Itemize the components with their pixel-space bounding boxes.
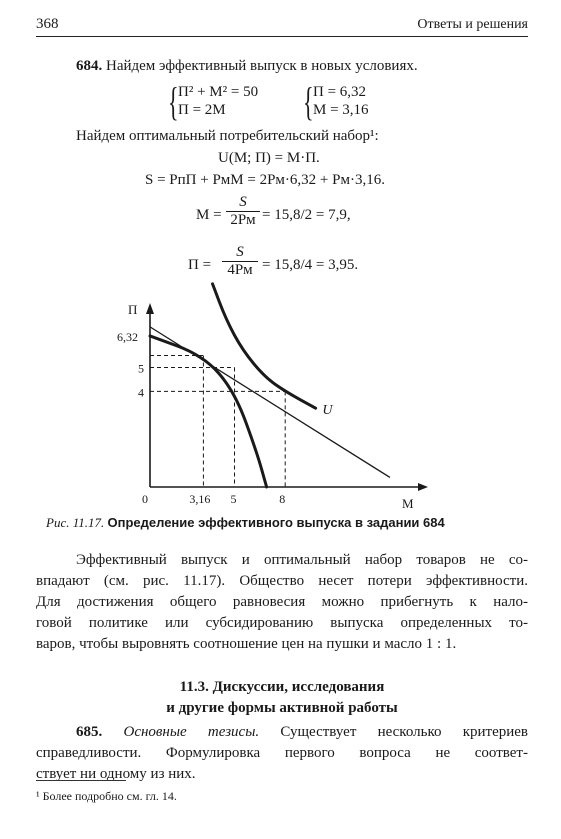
x-tick-label: 3,16 [189,492,211,506]
y-axis-label: П [128,302,138,317]
indifference-curve-u [213,284,316,408]
paragraph-line: впадают (см. рис. 11.17). Общество несет потери эффективности. [36,573,528,589]
x-tick-label: 5 [230,492,237,506]
y-tick-label: 4 [138,385,144,400]
x-tick-label: 0 [142,492,148,506]
page-number: 368 [36,16,59,32]
paragraph-line: Эффективный выпуск и оптимальный набор товаров не со- [76,552,528,568]
x-axis-arrow [418,483,428,491]
y-tick-label: 6,32 [117,329,138,344]
paragraph-line: варов, чтобы выровнять соотношение цен на пушки и масло 1 : 1. [36,636,457,652]
optimum-text: Найдем оптимальный потребительский набор¹: [76,128,379,144]
x-axis-label: М [402,496,414,511]
figure-caption [46,515,445,531]
system-left-eq2: П = 2М [178,102,226,118]
m-rhs: = 15,8/2 = 7,9, [262,207,351,223]
footnote: ¹ Более подробно см. гл. 14. [36,789,177,803]
p-rhs: = 15,8/4 = 3,95. [262,257,359,273]
section-heading-line2: и другие формы активной работы [166,700,398,716]
problem-685-line1-rest: Существует несколько критериев [280,724,529,740]
problem-685 [36,722,528,785]
problem-685-number: 685. [76,724,103,740]
p-fraction-numerator: S [222,244,258,262]
footnote-rule [36,780,126,781]
utility-formula: U(М; П) = М·П. [218,150,320,166]
right-brace: { [303,79,314,124]
problem-685-label: Основные тезисы. [123,724,260,740]
system-left-eq1: П² + М² = 50 [178,84,259,100]
m-lhs: М = [196,207,222,223]
section-heading-line1: 11.3. Дискуссии, исследования [179,679,385,695]
problem-685-line3: ствует ни одному из них. [36,766,196,782]
system-right-eq1: П = 6,32 [313,84,367,100]
budget-line [150,327,390,478]
paragraph-line: Для достижения общего равновесия можно прибегнуть к нало- [36,594,528,610]
p-fraction-denominator: 4Pм [227,262,253,278]
m-fraction-denominator: 2Pм [230,212,256,228]
budget-formula: S = PпП + PмМ = 2Pм·6,32 + Pм·3,16. [145,172,385,188]
left-brace: { [168,79,179,124]
x-tick-label: 8 [279,492,286,506]
paragraph-line: говой политике или субсидированию выпуска определенных то- [36,615,528,631]
y-tick-label: 5 [138,361,144,376]
problem-684-intro-text: Найдем эффективный выпуск в новых условиях. [106,58,418,74]
indifference-curve-label: U [322,403,333,419]
figure-caption-number: Рис. 11.17. [46,515,105,530]
m-fraction-numerator: S [226,194,260,212]
problem-685-line2: справедливости. Формулировка первого вопроса не соответ- [36,745,528,761]
system-right-eq2: М = 3,16 [313,102,369,118]
running-title: Ответы и решения [417,17,528,32]
figure-caption-text: Определение эффективного выпуска в задании 684 [107,515,445,530]
y-axis-arrow [146,303,154,314]
paragraph-efficiency [36,550,528,655]
problem-684-number: 684. [76,58,103,74]
section-heading [36,677,528,719]
p-lhs: П = [188,257,212,273]
problem-685-line1 [36,722,528,743]
